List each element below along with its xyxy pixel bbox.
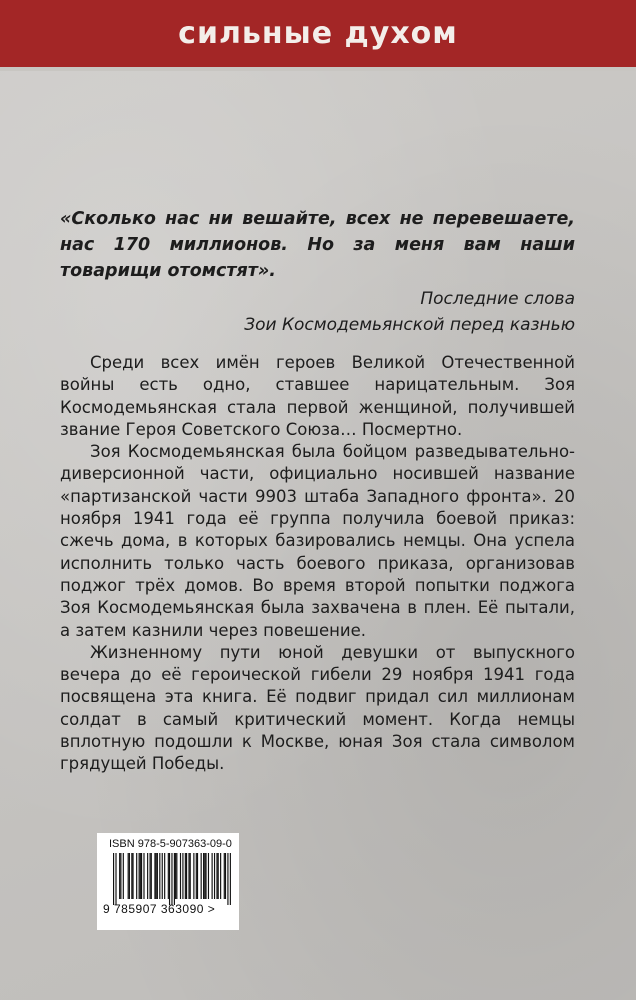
epigraph	[60, 206, 575, 338]
series-title: сильные духом	[178, 15, 458, 51]
isbn-barcode-block	[97, 833, 239, 930]
annotation-text	[60, 352, 575, 776]
paragraph-2: Зоя Космодемьянская была бойцом разведывательно-диверсионной части, официально носившей название «партизанской части 9903 штаба Западного фронта». 20 ноября 1941 года её группа получила боевой приказ: сжечь дома, в которых базировались немцы. Она успела исполнить только часть боевого приказа, организовав поджог трёх домов. Во время второй попытки поджога Зоя Космодемьянская была захвачена в плен. Её пытали, а затем казнили через повешение.	[60, 442, 575, 640]
series-banner	[0, 0, 636, 71]
barcode	[103, 853, 233, 915]
epigraph-attribution	[60, 286, 575, 338]
paragraph-1: Среди всех имён героев Великой Отечественной войны есть одно, ставшее нарицательным. Зоя Космодемьянская стала первой женщиной, получившей звание Героя Советского Союза… Посмертно.	[60, 353, 575, 439]
barcode-icon	[113, 853, 231, 905]
isbn-label: ISBN 978-5-907363-09-0	[109, 838, 232, 850]
attribution-line-2: Зои Космодемьянской перед казнью	[244, 315, 575, 335]
barcode-digits: 9 785907 363090 >	[103, 902, 216, 916]
paragraph-3: Жизненному пути юной девушки от выпускного вечера до её героической гибели 29 ноября 1941 года посвящена эта книга. Её подвиг придал сил миллионам солдат в самый критический момент. Когда немцы вплотную подошли к Москве, юная Зоя стала символом грядущей Победы.	[60, 642, 575, 774]
epigraph-quote: «Сколько нас ни вешайте, всех не перевешаете, нас 170 миллионов. Но за меня вам наши товарищи отомстят».	[60, 209, 575, 281]
attribution-line-1: Последние слова	[420, 289, 575, 309]
